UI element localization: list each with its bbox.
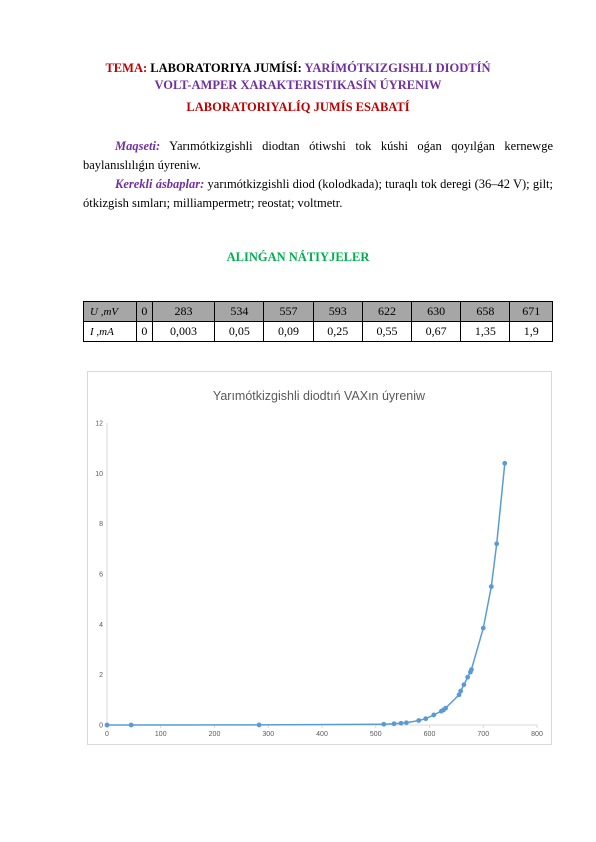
table-cell: 0,05 — [215, 322, 264, 342]
kerekli-text: yarımótkizgishli diod (kolodkada); turaqlı tok deregi (36–42 V); gilt; ótkizgish sımları; milliampermetr; reostat; voltmetr. — [83, 177, 553, 210]
x-tick-label: 100 — [154, 731, 167, 738]
data-point — [404, 720, 409, 725]
series-line — [107, 463, 505, 725]
y-tick-label: 6 — [99, 571, 103, 579]
table-cell: 0,25 — [313, 322, 362, 342]
y-tick-label: 4 — [99, 621, 103, 629]
table-cell: 0 — [137, 302, 153, 322]
table-cell: 283 — [152, 302, 215, 322]
table-cell: 1,9 — [510, 322, 553, 342]
x-tick-label: 700 — [477, 731, 490, 738]
y-tick-label: 0 — [99, 722, 103, 730]
table-row-voltage — [84, 302, 553, 322]
data-point — [257, 723, 262, 728]
chart-axes — [95, 421, 543, 739]
table-cell: 0,003 — [152, 322, 215, 342]
table-cell: 658 — [461, 302, 510, 322]
data-point — [416, 718, 421, 723]
x-tick-label: 300 — [262, 731, 275, 738]
data-point — [462, 682, 467, 687]
data-point — [494, 541, 499, 546]
table-row-current — [84, 322, 553, 342]
table-cell: 1,35 — [461, 322, 510, 342]
data-point — [431, 713, 436, 718]
tema-label: TEMA: — [105, 61, 148, 75]
table-cell: 557 — [264, 302, 313, 322]
results-heading: ALINǴAN NÁTIYJELER — [226, 250, 370, 264]
results-table — [83, 301, 553, 342]
topic-line-1: YARÍMÓTKIZGISHLI DIODTÍŃ — [304, 61, 491, 75]
x-tick-label: 200 — [208, 731, 221, 738]
data-point — [399, 721, 404, 726]
maqseti-paragraph — [83, 137, 553, 175]
table-cell: 630 — [412, 302, 461, 322]
kerekli-label: Kerekli ásbaplar: — [115, 177, 205, 191]
data-point — [469, 667, 474, 672]
x-tick-label: 500 — [369, 731, 382, 738]
chart-svg — [88, 372, 551, 744]
table-cell: 534 — [215, 302, 264, 322]
table-cell: 671 — [510, 302, 553, 322]
y-tick-label: 2 — [99, 672, 103, 680]
x-tick-label: 400 — [316, 731, 328, 738]
table-cell: 0,55 — [362, 322, 411, 342]
chart-marks — [105, 461, 508, 728]
table-cell: 593 — [313, 302, 362, 322]
topic-line-2: VOLT-AMPER XARAKTERISTIKASÍN ÚYRENIW — [154, 78, 442, 92]
lab-name: LABORATORIYA JUMÍSÍ: — [150, 61, 302, 75]
data-point — [481, 626, 486, 631]
data-point — [489, 584, 494, 589]
table-cell: 0,09 — [264, 322, 313, 342]
vax-chart — [87, 371, 552, 745]
table-cell: 0 — [137, 322, 153, 342]
table-cell: 0,67 — [412, 322, 461, 342]
report-subtitle: LABORATORIYALÍQ JUMÍS ESABATÍ — [186, 100, 410, 114]
x-tick-label: 600 — [423, 731, 436, 738]
data-point — [443, 706, 448, 711]
row-label-voltage: U ,mV — [84, 302, 137, 322]
x-tick-label: 800 — [531, 731, 543, 738]
data-point — [502, 461, 507, 466]
y-tick-label: 12 — [95, 420, 103, 428]
y-tick-label: 8 — [99, 521, 103, 529]
data-point — [392, 721, 397, 726]
data-point — [465, 675, 470, 680]
maqseti-text: Yarımótkizgishli diodtan ótiwshi tok kúshi oǵan qoyılǵan kernewge baylanıslılıǵın úyreniw. — [83, 139, 553, 172]
data-point — [458, 689, 463, 694]
title-line-1 — [60, 60, 536, 77]
x-tick-label: 0 — [105, 731, 109, 738]
table-cell: 622 — [362, 302, 411, 322]
row-label-current: I ,mA — [84, 322, 137, 342]
y-tick-label: 10 — [95, 470, 103, 478]
maqseti-label: Maqseti: — [115, 139, 161, 153]
data-point — [129, 723, 134, 728]
data-point — [423, 716, 428, 721]
chart-title: Yarımótkizgishli diodtıń VAXın úyreniw — [212, 389, 426, 403]
data-point — [105, 723, 110, 728]
kerekli-paragraph — [83, 175, 553, 213]
data-point — [381, 722, 386, 727]
